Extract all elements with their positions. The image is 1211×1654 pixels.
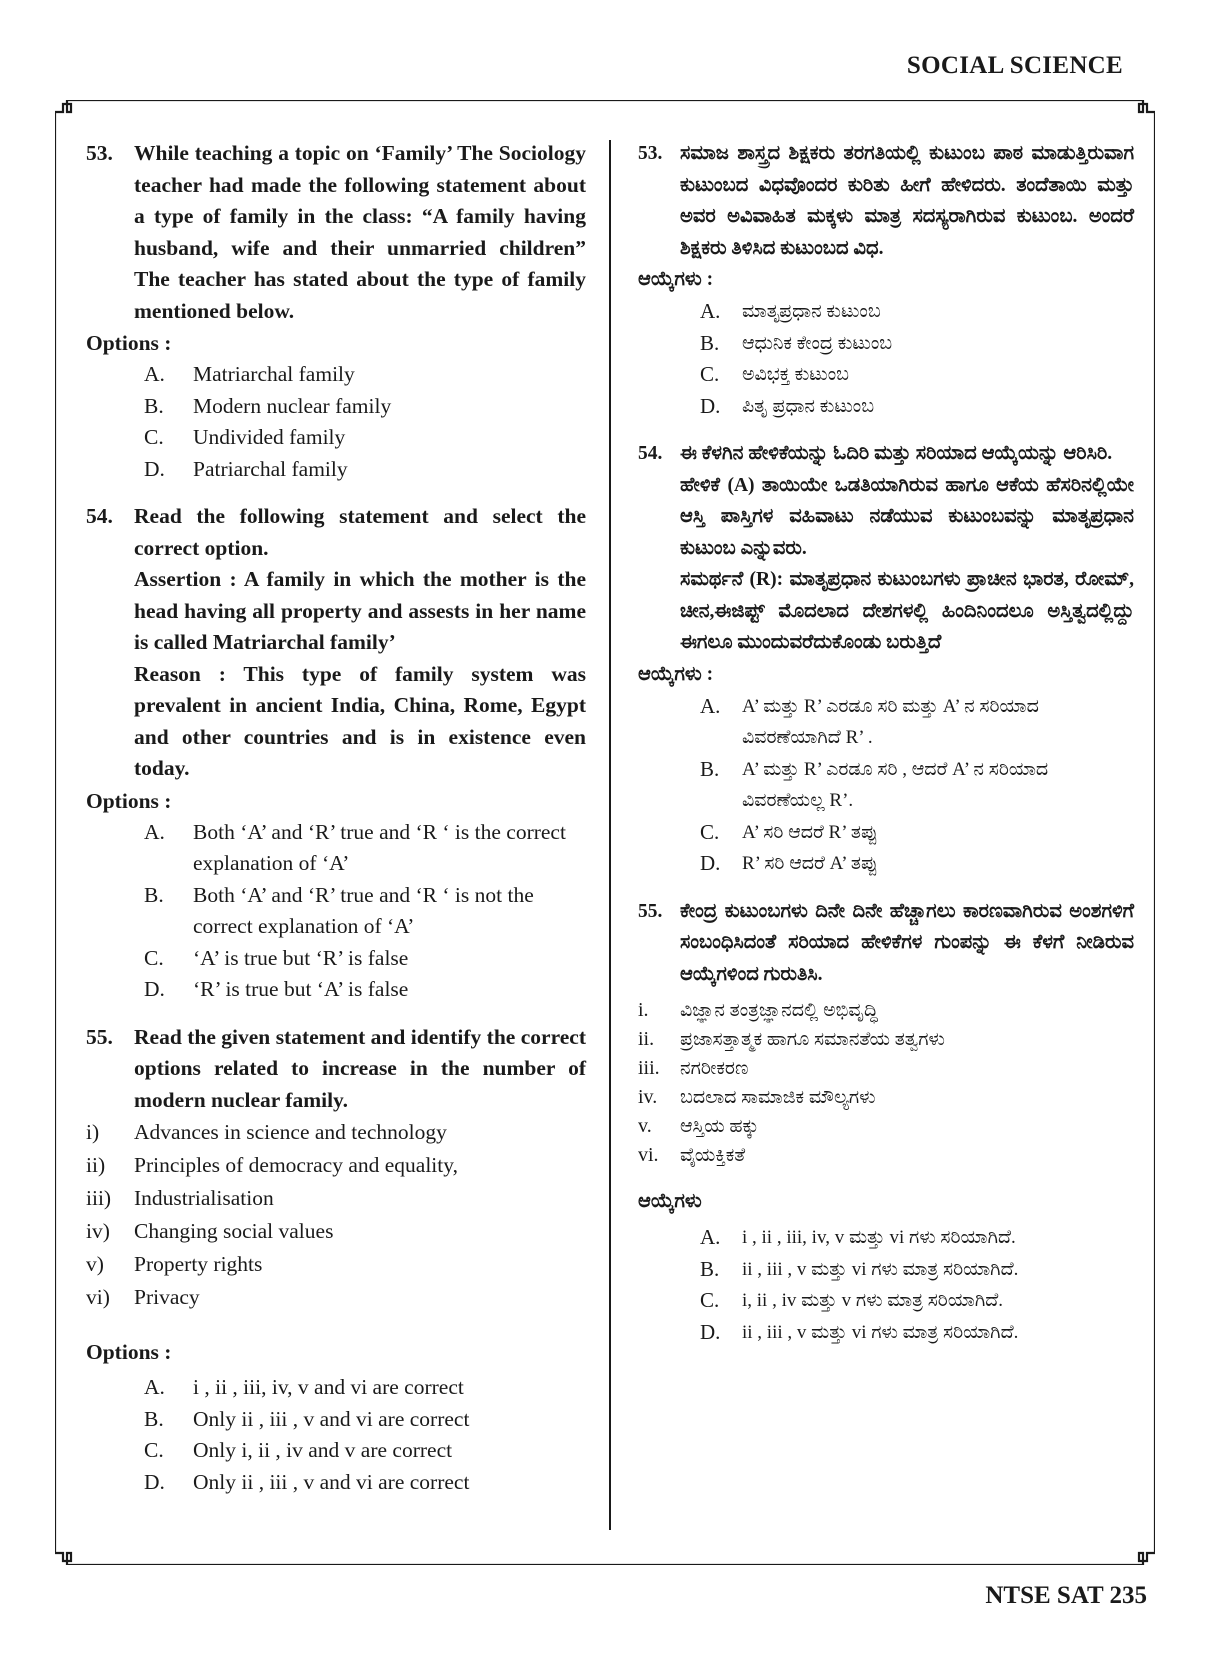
question-54-en: [86, 501, 586, 785]
item-number: iv): [86, 1219, 110, 1243]
question-55-kn: [638, 896, 1134, 991]
option-letter: A.: [144, 1375, 165, 1399]
option-letter: C.: [700, 1288, 720, 1312]
option-text: Only i, ii , iv and v are correct: [193, 1438, 453, 1462]
question-number: 53.: [638, 143, 663, 164]
option-letter: B.: [700, 1256, 720, 1281]
item-number: vi.: [638, 1144, 659, 1166]
option-b: [86, 391, 586, 423]
item-text: Property rights: [134, 1252, 263, 1276]
option-text: R’ ಸರಿ ಆದರೆ A’ ತಪ್ಪು: [742, 853, 878, 874]
options-label: Options :: [86, 1340, 172, 1364]
option-letter: C.: [144, 425, 164, 449]
option-text: Matriarchal family: [193, 362, 355, 386]
option-letter: B.: [144, 1406, 164, 1431]
options-label: ಆಯ್ಕೆಗಳು :: [638, 269, 714, 290]
option-letter: C.: [144, 945, 164, 970]
option-text: Patriarchal family: [193, 456, 348, 481]
reason-text: ಸಮರ್ಥನೆ (R): ಮಾತೃಪ್ರಧಾನ ಕುಟುಂಬಗಳು ಪ್ರಾಚೀನ ಭಾರತ, ರೋಮ್, ಚೀನ,ಈಜಿಪ್ಟ್ ಮೊದಲಾದ ದೇಶಗಳಲ್ಲಿ ಹಿಂದಿನಿಂದಲೂ ಅಸ್ತಿತ್ವದಲ್ಲಿದ್ದು ಈಗಲೂ ಮುಂದುವರೆದುಕೊಂಡು ಬರುತ್ತಿದೆ: [680, 569, 1134, 653]
english-column: [86, 138, 586, 1498]
option-a: [638, 1222, 1134, 1254]
option-letter: A.: [700, 1225, 721, 1249]
option-text: ಪಿತೃ ಪ್ರಧಾನ ಕುಟುಂಬ: [742, 395, 875, 417]
question-number: 55.: [638, 900, 663, 922]
option-text: Undivided family: [193, 425, 346, 449]
option-text: A’ ಮತ್ತು R’ ಎರಡೂ ಸರಿ ಮತ್ತು A’ ನ ಸರಿಯಾದ ವಿವರಣೆಯಾಗಿದೆ R’ .: [742, 695, 1039, 748]
option-a: [86, 359, 586, 391]
item-text: Advances in science and technology: [134, 1120, 447, 1144]
list-item: [638, 1112, 1134, 1141]
option-d: [638, 391, 1134, 423]
options-label: Options :: [86, 788, 172, 813]
option-text: ‘A’ is true but ‘R’ is false: [193, 945, 409, 970]
item-text: Principles of democracy and equality,: [134, 1153, 458, 1177]
option-letter: A.: [144, 819, 165, 844]
option-d: [86, 454, 586, 486]
question-number: 55.: [86, 1024, 113, 1049]
page-header-subject: SOCIAL SCIENCE: [906, 52, 1123, 79]
option-text: ii , iii , v ಮತ್ತು vi ಗಳು ಮಾತ್ರ ಸರಿಯಾಗಿದೆ.: [742, 1321, 1019, 1343]
option-a: [86, 817, 586, 880]
list-item: [86, 1182, 586, 1215]
option-c: [86, 1435, 586, 1467]
option-letter: C.: [144, 1438, 164, 1462]
options-label: Options :: [86, 331, 172, 355]
question-number: 53.: [86, 141, 113, 165]
assertion-text: Assertion : A family in which the mother is the head having all property and assests in her name is called Matriarchal family’: [134, 567, 586, 654]
option-letter: D.: [700, 851, 721, 875]
item-text: ಆಸ್ತಿಯ ಹಕ್ಕು: [680, 1116, 759, 1137]
option-letter: D.: [144, 1469, 165, 1494]
item-text: ಪ್ರಜಾಸತ್ತಾತ್ಮಕ ಹಾಗೂ ಸಮಾನತೆಯ ತತ್ವಗಳು: [680, 1029, 945, 1050]
item-number: iv.: [638, 1086, 658, 1108]
list-item: [86, 1248, 586, 1281]
option-text: Modern nuclear family: [193, 393, 392, 418]
item-number: v.: [638, 1115, 652, 1137]
item-number: i): [86, 1120, 100, 1144]
option-text: Both ‘A’ and ‘R’ true and ‘R ‘ is not the correct explanation of ‘A’: [193, 882, 534, 938]
option-c: [86, 943, 586, 975]
option-text: ಅವಿಭಕ್ತ ಕುಟುಂಬ: [742, 364, 849, 385]
option-letter: B.: [700, 756, 720, 781]
list-item: [638, 996, 1134, 1025]
option-text: i, ii , iv ಮತ್ತು v ಗಳು ಮಾತ್ರ ಸರಿಯಾಗಿದೆ.: [742, 1290, 1004, 1311]
question-text: ಕೇಂದ್ರ ಕುಟುಂಬಗಳು ದಿನೇ ದಿನೇ ಹೆಚ್ಚಾಗಲು ಕಾರಣವಾಗಿರುವ ಅಂಶಗಳಿಗೆ ಸಂಬಂಧಿಸಿದಂತೆ ಸರಿಯಾದ ಹೇಳಿಕೆಗಳ ಗುಂಪನ್ನು ಈ ಕೆಳಗೆ ನೀಡಿರುವ ಆಯ್ಕೆಗಳಿಂದ ಗುರುತಿಸಿ.: [680, 900, 1134, 985]
option-text: ಆಧುನಿಕ ಕೇಂದ್ರ ಕುಟುಂಬ: [742, 332, 893, 354]
question-text: ಈ ಕೆಳಗಿನ ಹೇಳಿಕೆಯನ್ನು ಓದಿರಿ ಮತ್ತು ಸರಿಯಾದ ಆಯ್ಕೆಯನ್ನು ಆರಿಸಿರಿ.: [680, 443, 1113, 464]
option-b: [638, 328, 1134, 360]
options-label: ಆಯ್ಕೆಗಳು: [638, 1191, 702, 1212]
list-item: [86, 1281, 586, 1314]
question-53-kn: [638, 138, 1134, 264]
page-footer-number: NTSE SAT 235: [985, 1582, 1147, 1609]
option-letter: A.: [700, 299, 721, 323]
option-letter: C.: [700, 819, 720, 844]
list-item: [638, 1083, 1134, 1112]
assertion-text: ಹೇಳಿಕೆ (A) ತಾಯಿಯೇ ಒಡತಿಯಾಗಿರುವ ಹಾಗೂ ಆಕೆಯ ಹೆಸರಿನಲ್ಲಿಯೇ ಆಸ್ತಿ ಪಾಸ್ತಿಗಳ ವಹಿವಾಟು ನಡೆಯುವ ಕುಟುಂಬವನ್ನು ಮಾತೃಪ್ರಧಾನ ಕುಟುಂಬ ಎನ್ನುವರು.: [680, 474, 1134, 559]
question-53-en: [86, 138, 586, 327]
option-text: ಮಾತೃಪ್ರಧಾನ ಕುಟುಂಬ: [742, 301, 881, 322]
item-number: iii.: [638, 1057, 660, 1079]
option-letter: D.: [144, 456, 165, 481]
option-d: [86, 974, 586, 1006]
option-b: [638, 1254, 1134, 1286]
item-text: ವಿಜ್ಞಾನ ತಂತ್ರಜ್ಞಾನದಲ್ಲಿ ಅಭಿವೃದ್ಧಿ: [680, 1000, 878, 1021]
option-letter: B.: [144, 393, 164, 418]
list-item: [86, 1149, 586, 1182]
question-55-en: [86, 1022, 586, 1117]
list-item: [638, 1025, 1134, 1054]
item-number: v): [86, 1252, 104, 1276]
item-text: Changing social values: [134, 1219, 334, 1243]
option-text: A’ ಮತ್ತು R’ ಎರಡೂ ಸರಿ , ಆದರೆ A’ ನ ಸರಿಯಾದ ವಿವರಣೆಯಲ್ಲ R’.: [742, 758, 1049, 811]
option-b: [638, 754, 1134, 817]
options-label: ಆಯ್ಕೆಗಳು :: [638, 663, 714, 685]
option-letter: C.: [700, 362, 720, 386]
list-item: [638, 1054, 1134, 1083]
option-b: [86, 880, 586, 943]
question-text: While teaching a topic on ‘Family’ The Sociology teacher had made the following statement about a type of family in the class: “A family having husband, wife and their unmarried children” The teacher has stated about the type of family mentioned below.: [134, 141, 586, 323]
option-letter: D.: [700, 1319, 721, 1344]
option-letter: A.: [700, 693, 721, 718]
item-number: ii.: [638, 1028, 655, 1050]
option-letter: A.: [144, 362, 165, 386]
option-text: ‘R’ is true but ‘A’ is false: [193, 977, 409, 1001]
item-number: ii): [86, 1153, 106, 1177]
reason-text: Reason : This type of family system was prevalent in ancient India, China, Rome, Egypt and other countries and is in existence even today.: [134, 661, 586, 780]
option-b: [86, 1404, 586, 1436]
question-text: ಸಮಾಜ ಶಾಸ್ತ್ರದ ಶಿಕ್ಷಕರು ತರಗತಿಯಲ್ಲಿ ಕುಟುಂಬ ಪಾಠ ಮಾಡುತ್ತಿರುವಾಗ ಕುಟುಂಬದ ವಿಧವೊಂದರ ಕುರಿತು ಹೀಗೆ ಹೇಳಿದರು. ತಂದೆತಾಯಿ ಮತ್ತು ಅವರ ಅವಿವಾಹಿತ ಮಕ್ಕಳು ಮಾತ್ರ ಸದಸ್ಯರಾಗಿರುವ ಕುಟುಂಬ. ಅಂದರೆ ಶಿಕ್ಷಕರು ತಿಳಿಸಿದ ಕುಟುಂಬದ ವಿಧ.: [680, 143, 1134, 259]
option-text: i , ii , iii, iv, v and vi are correct: [193, 1375, 464, 1399]
item-text: Industrialisation: [134, 1186, 274, 1210]
option-letter: B.: [144, 882, 164, 907]
option-a: [638, 296, 1134, 328]
list-item: [86, 1215, 586, 1248]
option-c: [638, 817, 1134, 849]
option-text: ii , iii , v ಮತ್ತು vi ಗಳು ಮಾತ್ರ ಸರಿಯಾಗಿದೆ.: [742, 1258, 1019, 1280]
option-text: Both ‘A’ and ‘R’ true and ‘R ‘ is the correct explanation of ‘A’: [193, 819, 566, 875]
option-d: [638, 1317, 1134, 1349]
list-item: [86, 1116, 586, 1149]
option-text: Only ii , iii , v and vi are correct: [193, 1406, 470, 1431]
question-number: 54.: [86, 504, 113, 528]
option-d: [86, 1467, 586, 1499]
option-letter: D.: [144, 977, 165, 1001]
option-text: i , ii , iii, iv, v ಮತ್ತು vi ಗಳು ಸರಿಯಾಗಿದೆ.: [742, 1227, 1016, 1248]
item-number: vi): [86, 1285, 110, 1309]
question-54-kn: [638, 438, 1134, 659]
item-number: i.: [638, 999, 649, 1021]
column-divider: [609, 140, 611, 1530]
option-c: [638, 359, 1134, 391]
question-text: Read the following statement and select the correct option.: [134, 504, 586, 560]
option-letter: B.: [700, 330, 720, 355]
option-text: Only ii , iii , v and vi are correct: [193, 1469, 470, 1494]
question-number: 54.: [638, 443, 663, 464]
question-text: Read the given statement and identify the correct options related to increase in the number of modern nuclear family.: [134, 1024, 586, 1112]
option-c: [638, 1285, 1134, 1317]
option-d: [638, 848, 1134, 880]
item-number: iii): [86, 1186, 112, 1210]
list-item: [638, 1141, 1134, 1170]
option-text: A’ ಸರಿ ಆದರೆ R’ ತಪ್ಪು: [742, 821, 878, 843]
option-a: [638, 691, 1134, 754]
option-c: [86, 422, 586, 454]
item-text: ಬದಲಾದ ಸಾಮಾಜಿಕ ಮೌಲ್ಯಗಳು: [680, 1087, 876, 1108]
option-a: [86, 1372, 586, 1404]
item-text: ನಗರೀಕರಣ: [680, 1058, 749, 1079]
kannada-column: [638, 138, 1134, 1348]
item-text: ವೈಯಕ್ತಿಕತೆ: [680, 1145, 746, 1166]
item-text: Privacy: [134, 1285, 200, 1309]
option-letter: D.: [700, 393, 721, 418]
